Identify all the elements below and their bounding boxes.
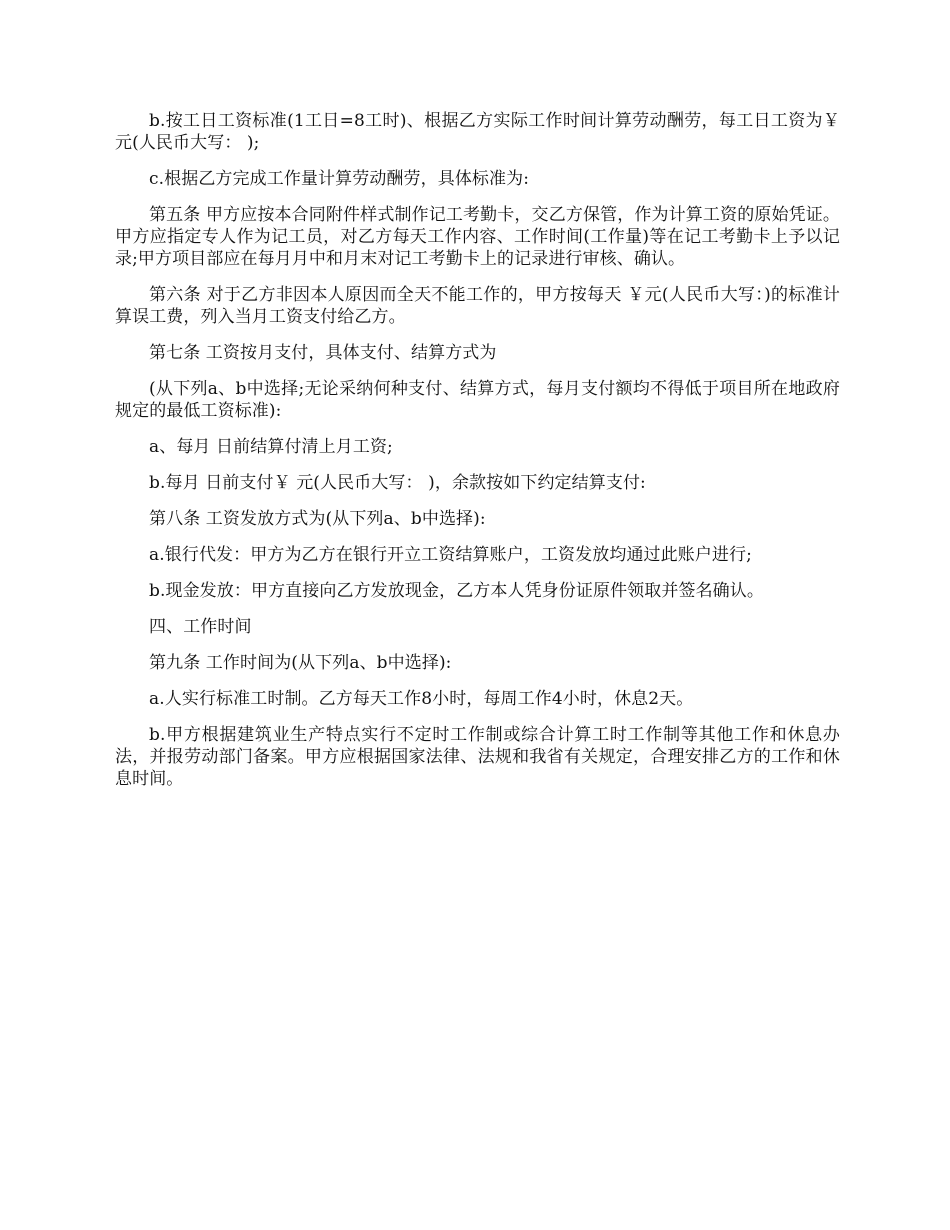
paragraph-article-6: 第六条 对于乙方非因本人原因而全天不能工作的，甲方按每天 ￥元(人民币大写：)的标准计算误工费，列入当月工资支付给乙方。 <box>115 285 840 327</box>
paragraph-option-a-monthly: a、每月 日前结算付清上月工资; <box>149 437 393 457</box>
paragraph-article-7-note: (从下列a、b中选择;无论采纳何种支付、结算方式，每月支付额均不得低于项目所在地政府规定的最低工资标准): <box>115 379 840 421</box>
document-body <box>115 110 840 804</box>
section-heading-work-hours: 四、工作时间 <box>149 617 252 637</box>
paragraph-flexible-hours: b.甲方根据建筑业生产特点实行不定时工作制或综合计算工时工作制等其他工作和休息办法，并报劳动部门备案。甲方应根据国家法律、法规和我省有关规定，合理安排乙方的工作和休息时间。 <box>115 725 840 789</box>
paragraph-bank-payment: a.银行代发：甲方为乙方在银行开立工资结算账户，工资发放均通过此账户进行; <box>149 545 752 565</box>
paragraph-article-9: 第九条 工作时间为(从下列a、b中选择): <box>149 653 452 673</box>
paragraph-cash-payment: b.现金发放：甲方直接向乙方发放现金，乙方本人凭身份证原件领取并签名确认。 <box>149 581 764 601</box>
paragraph-article-5: 第五条 甲方应按本合同附件样式制作记工考勤卡，交乙方保管，作为计算工资的原始凭证。甲方应指定专人作为记工员，对乙方每天工作内容、工作时间(工作量)等在记工考勤卡上予以记录;甲方项目部应在每月月中和月末对记工考勤卡上的记录进行审核、确认。 <box>115 205 840 269</box>
paragraph-article-7: 第七条 工资按月支付，具体支付、结算方式为 <box>149 343 497 363</box>
paragraph-wage-per-workday: b.按工日工资标准(1工日=8工时)、根据乙方实际工作时间计算劳动酬劳，每工日工资为￥ 元(人民币大写： ); <box>115 111 840 153</box>
paragraph-standard-hours: a.人实行标准工时制。乙方每天工作8小时，每周工作4小时，休息2天。 <box>149 689 694 709</box>
paragraph-wage-by-workload: c.根据乙方完成工作量计算劳动酬劳，具体标准为: <box>149 169 530 189</box>
paragraph-option-b-monthly: b.每月 日前支付￥ 元(人民币大写： )，余款按如下约定结算支付: <box>149 473 646 493</box>
paragraph-article-8: 第八条 工资发放方式为(从下列a、b中选择): <box>149 509 486 529</box>
